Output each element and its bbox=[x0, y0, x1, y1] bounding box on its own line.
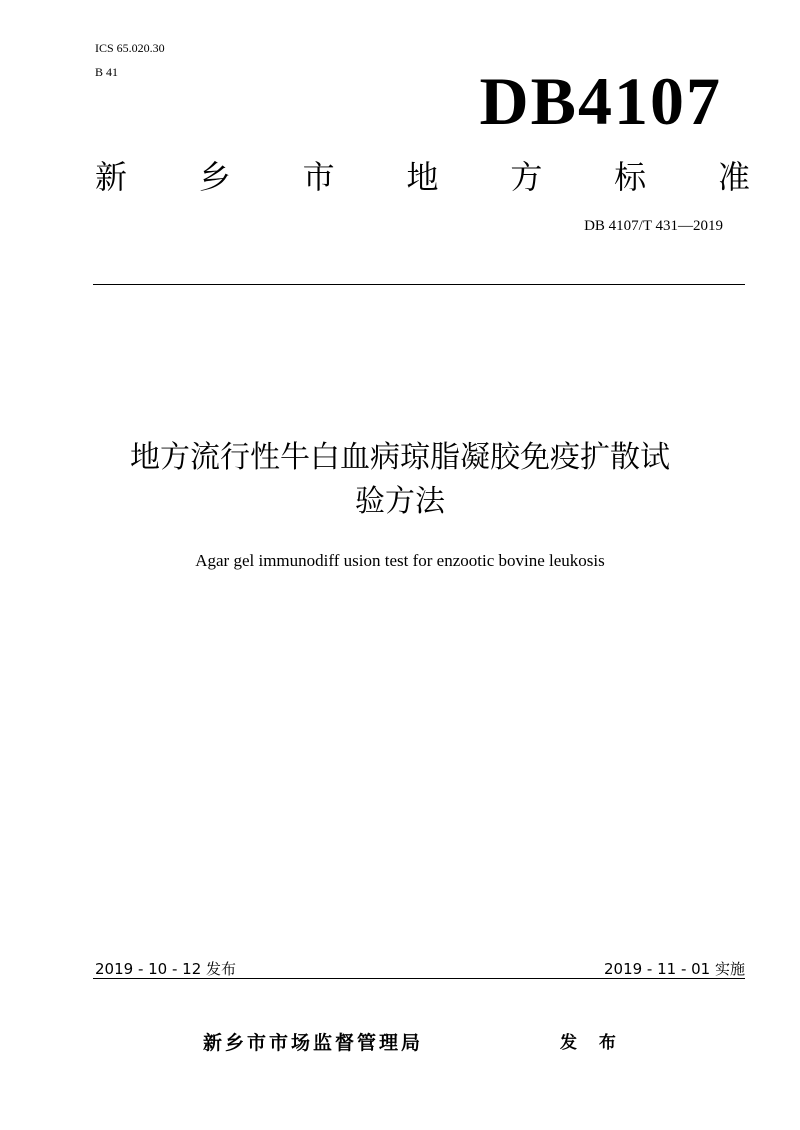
header-divider bbox=[93, 284, 745, 285]
standard-type bbox=[95, 155, 750, 199]
title-chinese bbox=[60, 436, 740, 524]
publish-date: 2019 - 10 - 12 发布 bbox=[95, 960, 237, 978]
issuing-authority: 新乡市市场监督管理局 bbox=[203, 1032, 424, 1054]
standard-type-char: 地 bbox=[406, 158, 439, 196]
issue-label: 发 布 bbox=[560, 1033, 624, 1053]
date-divider bbox=[93, 978, 745, 979]
date-row bbox=[93, 958, 745, 980]
standard-type-char: 方 bbox=[510, 158, 543, 196]
ccs-code: B 41 bbox=[95, 65, 119, 79]
ics-code: ICS 65.020.30 bbox=[95, 41, 165, 55]
standard-type-char: 标 bbox=[614, 158, 647, 196]
db-code-logo: DB4107 bbox=[479, 63, 722, 139]
title-chinese-line1: 地方流行性牛白血病琼脂凝胶免疫扩散试 bbox=[130, 440, 670, 475]
title-english: Agar gel immunodiff usion test for enzootic bovine leukosis bbox=[195, 551, 605, 570]
standard-type-char: 准 bbox=[717, 158, 750, 196]
title-chinese-line2: 验方法 bbox=[355, 484, 445, 519]
standard-type-char: 市 bbox=[302, 158, 335, 196]
standard-type-char: 乡 bbox=[198, 158, 231, 196]
implement-date: 2019 - 11 - 01 实施 bbox=[603, 960, 745, 978]
standard-type-char: 新 bbox=[95, 158, 128, 196]
standard-number: DB 4107/T 431—2019 bbox=[584, 218, 723, 234]
